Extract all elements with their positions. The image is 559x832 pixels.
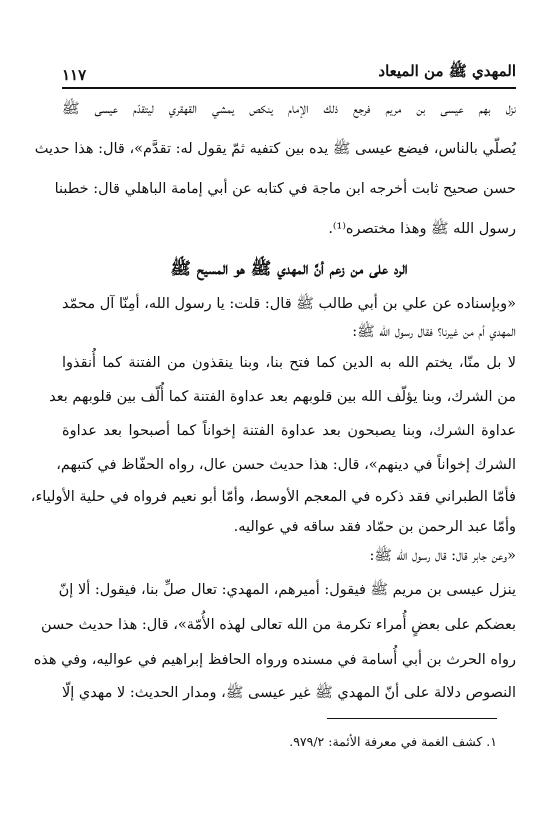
page-number: ١١٧ xyxy=(62,66,87,84)
body-line: فأمّا الطبراني فقد ذكره في المعجم الأوسط، وأمّا أبو نعيم فرواه في حلية الأولياء، xyxy=(30,489,516,505)
body-line: الشرك إخواناً في دينهم»، قال: هذا حديث حسن عال، رواه الحفّاظ في كتبهم، xyxy=(56,457,516,473)
header-rule xyxy=(62,87,516,89)
paragraph-line: حسن صحيح ثابت أخرجه ابن ماجة في كتابه عن أبي إمامة الباهلي قال: خطبنا xyxy=(54,181,516,197)
body-line: عداوة الشرك، وبنا يصبحون بعد عداوة الفتنة إخواناً كما أصبحوا بعد عداوة xyxy=(62,423,516,439)
footnote: ١. كشف الغمة في معرفة الأئمة: ٩٧٩/٢. xyxy=(289,734,497,749)
paragraph-line: يُصلّي بالناس، فيضع عيسى ﷺ يده بين كتفيه ثمّ يقول له: تقدَّم»، قال: هذا حديث xyxy=(34,141,516,157)
footnote-rule xyxy=(327,718,497,719)
body-line: لا بل منّا، يختم الله به الدين كما فتح بنا، وبنا ينقذون من الفتنة كما أُنقذوا xyxy=(62,355,516,371)
body-line: من الشرك، وبنا يؤلّف الله بين قلوبهم بعد عداوة الفتنة كما أُلّف بين قلوبهم بعد xyxy=(49,389,516,405)
section-heading: الرد على من زعم أنَّ المهدي ﷺ هو المسيح ﷺ xyxy=(170,259,408,279)
body-line: المهدي أم من غيرنا؟ فقال رسول الله ﷺ: xyxy=(352,324,516,340)
body-line: وأمّا عبد الرحمن بن حمّاد فقد ساقه في عواليه. xyxy=(233,519,516,535)
paragraph-line: نزل بهم عيسى بن مريم فرجع ذلك الإمام ينكص يمشي القهقري ليتقدّم عيسى ﷺ xyxy=(62,101,516,117)
body-line: ينزل عيسى بن مريم ﷺ فيقول: أميرهم، المهدي: تعال صلِّ بنا، فيقول: ألا إنّ xyxy=(58,582,516,598)
running-header xyxy=(62,54,516,84)
header-title: المهدي ﷺ من الميعاد xyxy=(378,62,516,80)
body-line: بعضكم على بعضٍ أُمراء تكرمة من الله تعالى لهذه الأُمّة»، قال: هذا حديث حسن xyxy=(40,617,516,633)
body-line: النصوص دلالة على أنّ المهدي ﷺ غير عيسى ﷺ، ومدار الحديث: لا مهدي إلّا xyxy=(62,685,516,701)
body-line: «وبإسناده عن علي بن أبي طالب ﷺ قال: قلت: يا رسول الله، أمِنّا آل محمّد xyxy=(62,296,516,312)
body-line: رواه الحرث بن أبي أُسامة في مسنده ورواه الحافظ إبراهيم في عواليه، وفي هذه xyxy=(33,652,516,668)
paragraph-line: رسول الله ﷺ وهذا مختصره⁽¹⁾. xyxy=(328,221,516,237)
body-line: «وعن جابر قال: قال رسول الله ﷺ: xyxy=(369,548,516,564)
